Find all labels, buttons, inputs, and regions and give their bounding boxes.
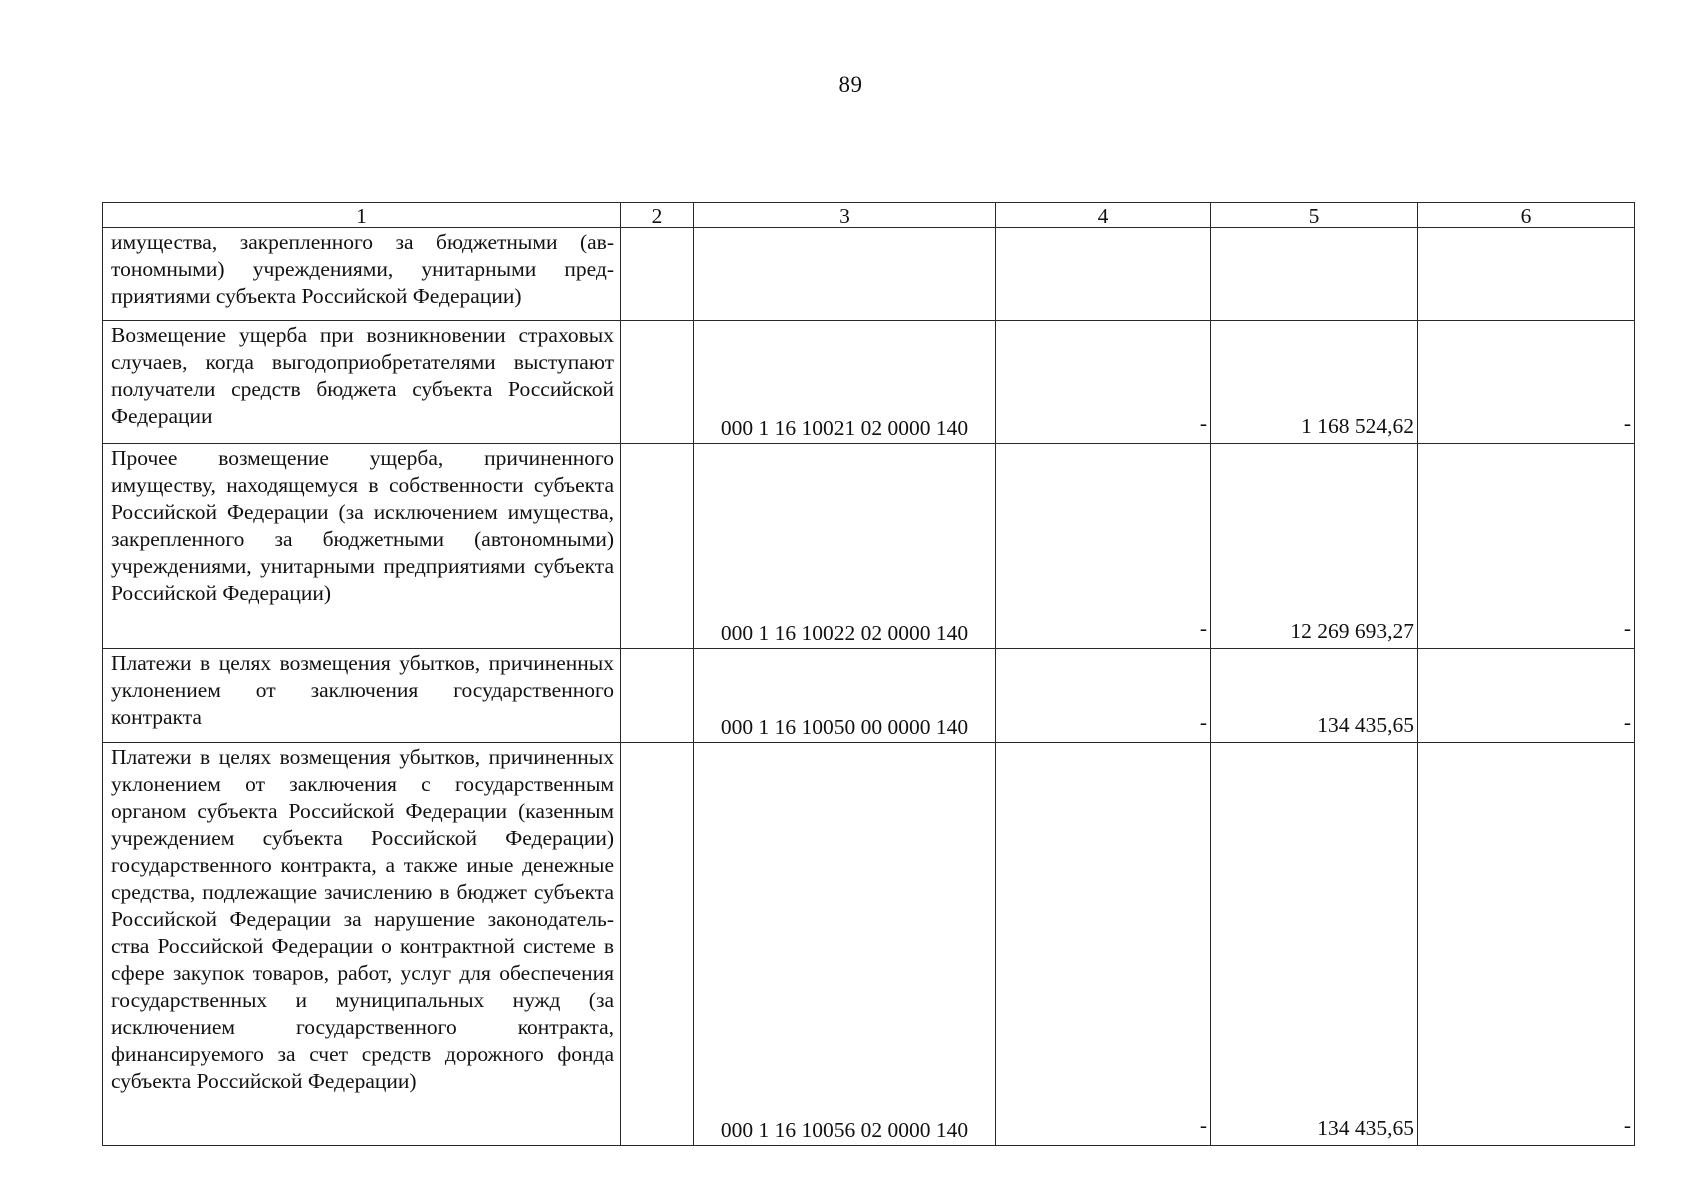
row-col6: - bbox=[1418, 321, 1635, 444]
row-col5-amount bbox=[1211, 228, 1418, 321]
row-budget-code bbox=[694, 228, 996, 321]
row-budget-code: 000 1 16 10022 02 0000 140 bbox=[694, 444, 996, 649]
row-col6: - bbox=[1418, 444, 1635, 649]
column-header-1: 1 bbox=[103, 203, 621, 228]
column-header-2: 2 bbox=[621, 203, 694, 228]
page-number: 89 bbox=[838, 72, 863, 97]
row-col4: - bbox=[996, 743, 1211, 1146]
row-col2 bbox=[621, 649, 694, 743]
table-row bbox=[103, 228, 1635, 321]
revenue-table bbox=[102, 202, 1635, 1146]
row-description: Платежи в целях возмещения убытков, причиненных уклонением от заключения с государственным органом субъекта Российской Федерации (казенным учреждением субъекта Российской Федерации) государственного контракта, а также иные денежные средства, подлежащие зачислению в бюджет субъекта Российской Федерации за нарушение законодательства Российской Федерации о контрактной системе в сфере закупок товаров, работ, услуг для обеспечения государственных и муниципальных нужд (за исключением государственного контракта, финансируемого за счет средств дорожного фонда субъекта Российской Федерации) bbox=[103, 743, 621, 1146]
row-col4: - bbox=[996, 649, 1211, 743]
row-col4: - bbox=[996, 321, 1211, 444]
table-row bbox=[103, 649, 1635, 743]
row-col4 bbox=[996, 228, 1211, 321]
row-col6: - bbox=[1418, 743, 1635, 1146]
row-col6: - bbox=[1418, 649, 1635, 743]
row-col2 bbox=[621, 321, 694, 444]
table-header-row bbox=[103, 203, 1635, 228]
column-header-6: 6 bbox=[1418, 203, 1635, 228]
column-header-5: 5 bbox=[1211, 203, 1418, 228]
table-row bbox=[103, 444, 1635, 649]
row-col5-amount: 134 435,65 bbox=[1211, 649, 1418, 743]
table-row bbox=[103, 321, 1635, 444]
row-col2 bbox=[621, 228, 694, 321]
row-budget-code: 000 1 16 10056 02 0000 140 bbox=[694, 743, 996, 1146]
row-col4: - bbox=[996, 444, 1211, 649]
row-description: Возмещение ущерба при возникновении страховых случаев, когда выгодоприобретателями выступают получатели средств бюджета субъекта Российской Федерации bbox=[103, 321, 621, 444]
row-col5-amount: 134 435,65 bbox=[1211, 743, 1418, 1146]
row-description: Платежи в целях возмещения убытков, причиненных уклонением от заключения государственного контракта bbox=[103, 649, 621, 743]
table-row bbox=[103, 743, 1635, 1146]
column-header-4: 4 bbox=[996, 203, 1211, 228]
row-col2 bbox=[621, 444, 694, 649]
column-header-3: 3 bbox=[694, 203, 996, 228]
row-budget-code: 000 1 16 10021 02 0000 140 bbox=[694, 321, 996, 444]
row-description: имущества, закрепленного за бюджетными (автономными) учреждениями, унитарными предприятиями субъекта Российской Федерации) bbox=[103, 228, 621, 321]
row-description: Прочее возмещение ущерба, причиненного имуществу, находящемуся в собственности субъекта Российской Федерации (за исключением имущества, закрепленного за бюджетными (автономными) учреждениями, унитарными предприятиями субъекта Российской Федерации) bbox=[103, 444, 621, 649]
row-col5-amount: 12 269 693,27 bbox=[1211, 444, 1418, 649]
row-col5-amount: 1 168 524,62 bbox=[1211, 321, 1418, 444]
row-budget-code: 000 1 16 10050 00 0000 140 bbox=[694, 649, 996, 743]
row-col2 bbox=[621, 743, 694, 1146]
row-col6 bbox=[1418, 228, 1635, 321]
